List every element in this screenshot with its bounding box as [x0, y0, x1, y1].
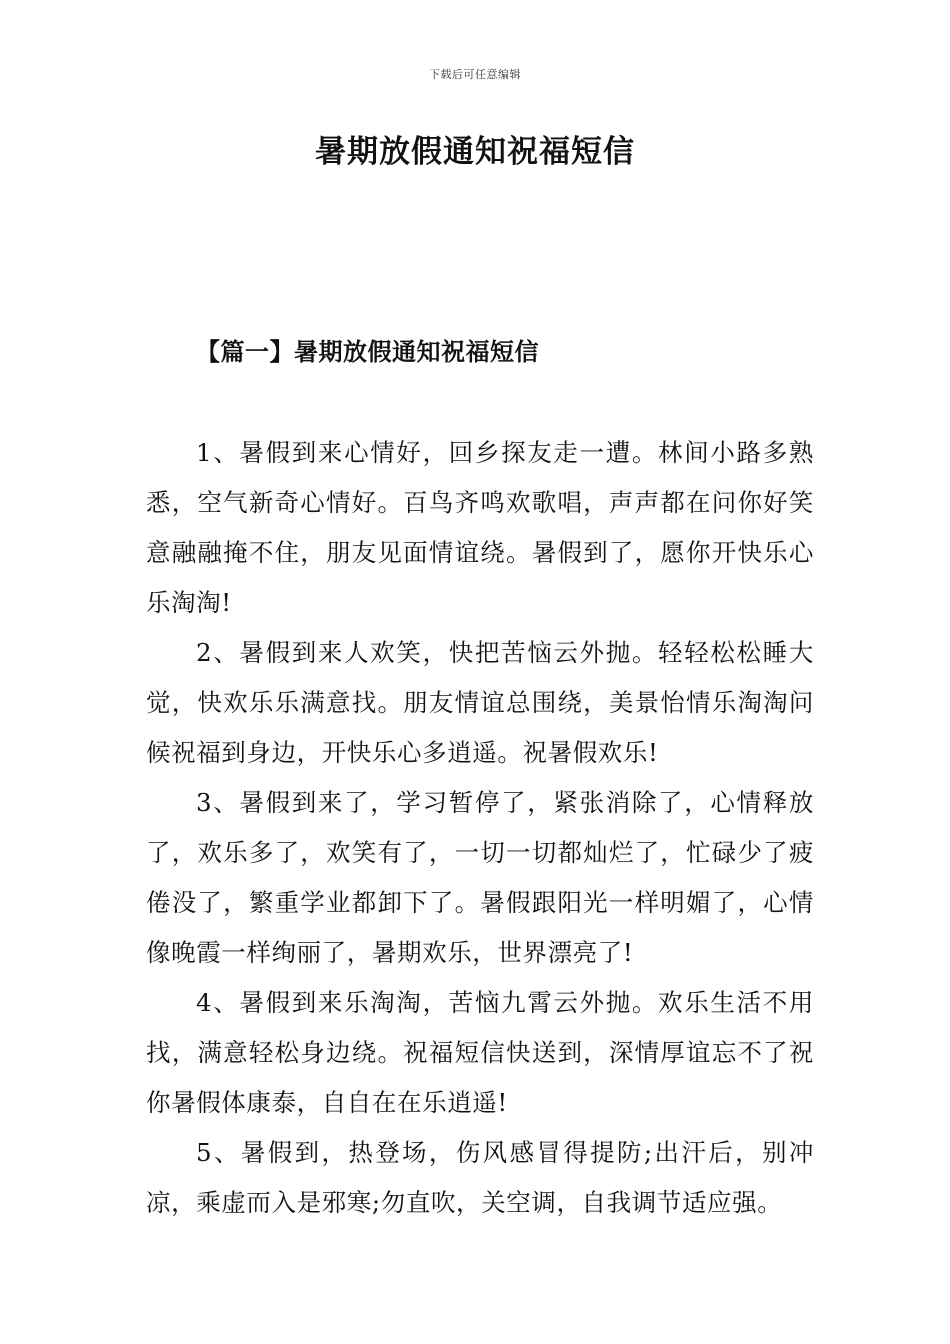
paragraph-3: 3、暑假到来了，学习暂停了，紧张消除了，心情释放了，欢乐多了，欢笑有了，一切一切都灿烂了，忙碌少了疲倦没了，繁重学业都卸下了。暑假跟阳光一样明媚了，心情像晚霞一样绚丽了，暑期欢乐，世界漂亮了!: [146, 788, 814, 967]
paragraph-1: 1、暑假到来心情好，回乡探友走一遭。林间小路多熟悉，空气新奇心情好。百鸟齐鸣欢歌唱，声声都在问你好笑意融融掩不住，朋友见面情谊绕。暑假到了，愿你开快乐心乐淘淘!: [146, 438, 814, 617]
paragraph-2: 2、暑假到来人欢笑，快把苦恼云外抛。轻轻松松睡大觉，快欢乐乐满意找。朋友情谊总围绕，美景怡情乐淘淘问候祝福到身边，开快乐心多逍遥。祝暑假欢乐!: [146, 638, 814, 767]
paragraph-4: 4、暑假到来乐淘淘，苦恼九霄云外抛。欢乐生活不用找，满意轻松身边绕。祝福短信快送到，深情厚谊忘不了祝你暑假体康泰，自自在在乐逍遥!: [146, 988, 814, 1117]
document-title: 暑期放假通知祝福短信: [315, 134, 635, 170]
body-text: [146, 428, 814, 1228]
paragraph-5: 5、暑假到，热登场，伤风感冒得提防;出汗后，别冲凉，乘虚而入是邪寒;勿直吹，关空调，自我调节适应强。: [146, 1138, 814, 1217]
section-heading: 【篇一】暑期放假通知祝福短信: [196, 337, 539, 366]
header-note: 下载后可任意编辑: [429, 68, 521, 81]
